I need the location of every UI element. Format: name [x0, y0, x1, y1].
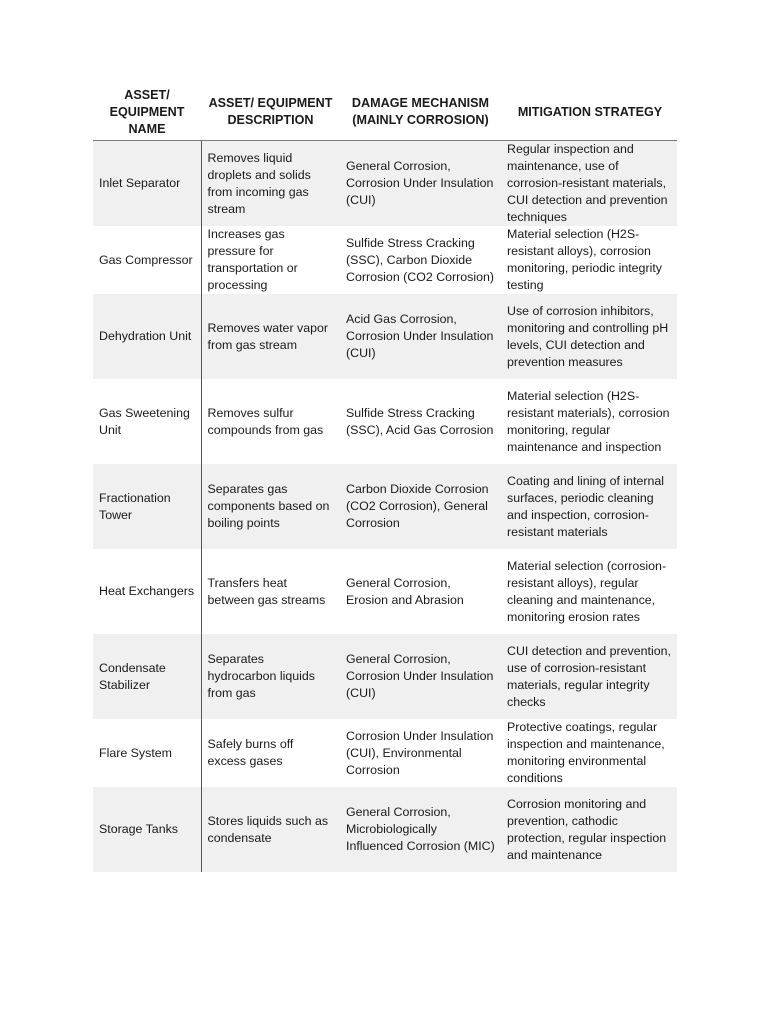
- asset-damage-mitigation-table: [93, 86, 677, 872]
- asset-name-cell: Gas Compressor: [93, 226, 201, 294]
- asset-description-cell: Transfers heat between gas streams: [207, 575, 326, 607]
- header-row: [93, 86, 677, 141]
- damage-mechanism-cell: Carbon Dioxide Corrosion (CO2 Corrosion), General Corrosion: [340, 464, 501, 549]
- damage-mechanism-cell: Corrosion Under Insulation (CUI), Environmental Corrosion: [346, 728, 494, 777]
- mitigation-strategy-cell: Corrosion monitoring and prevention, cathodic protection, regular inspection and maintenance: [501, 787, 677, 872]
- asset-name-cell: Gas Sweetening Unit: [93, 379, 201, 464]
- table-row: [93, 379, 677, 464]
- damage-mechanism-cell: Sulfide Stress Cracking (SSC), Carbon Dioxide Corrosion (CO2 Corrosion): [346, 235, 495, 284]
- asset-description-cell: Increases gas pressure for transportation or processing: [207, 227, 298, 292]
- mitigation-strategy-cell: CUI detection and prevention, use of corrosion-resistant materials, regular integrity checks: [501, 634, 677, 719]
- table-row: [93, 226, 677, 294]
- damage-mechanism-cell: General Corrosion, Corrosion Under Insulation (CUI): [340, 141, 501, 227]
- table-body: [93, 141, 677, 873]
- table-header: [93, 86, 677, 141]
- damage-mechanism-cell: Acid Gas Corrosion, Corrosion Under Insulation (CUI): [340, 294, 501, 379]
- mitigation-strategy-cell: Regular inspection and maintenance, use of corrosion-resistant materials, CUI detection and prevention techniques: [501, 141, 677, 227]
- table-row: [93, 719, 677, 787]
- asset-description-cell: Removes sulfur compounds from gas: [207, 405, 324, 437]
- asset-name-cell: Storage Tanks: [93, 787, 201, 872]
- asset-description-cell: Removes liquid droplets and solids from incoming gas stream: [201, 141, 340, 227]
- damage-mechanism-cell: Sulfide Stress Cracking (SSC), Acid Gas Corrosion: [346, 405, 494, 437]
- asset-name-cell: Fractionation Tower: [93, 464, 201, 549]
- mitigation-strategy-cell: Protective coatings, regular inspection and maintenance, monitoring environmental conditions: [507, 720, 665, 785]
- table-row: [93, 634, 677, 719]
- table-row: [93, 787, 677, 872]
- damage-mechanism-cell: General Corrosion, Microbiologically Influenced Corrosion (MIC): [340, 787, 501, 872]
- table-row: [93, 549, 677, 634]
- damage-mechanism-cell: General Corrosion, Corrosion Under Insulation (CUI): [340, 634, 501, 719]
- asset-name-cell: Condensate Stabilizer: [93, 634, 201, 719]
- asset-name-cell: Inlet Separator: [93, 141, 201, 227]
- table-row: [93, 294, 677, 379]
- asset-description-cell: Separates gas components based on boiling points: [201, 464, 340, 549]
- asset-name-cell: Flare System: [93, 719, 201, 787]
- table-row: [93, 141, 677, 227]
- mitigation-strategy-cell: Material selection (H2S-resistant materials), corrosion monitoring, regular maintenance and inspection: [507, 388, 670, 454]
- table-row: [93, 464, 677, 549]
- asset-description-cell: Removes water vapor from gas stream: [201, 294, 340, 379]
- mitigation-strategy-cell: Coating and lining of internal surfaces, periodic cleaning and inspection, corrosion-resistant materials: [501, 464, 677, 549]
- mitigation-strategy-cell: Material selection (H2S-resistant alloys), corrosion monitoring, periodic integrity testing: [507, 227, 662, 292]
- header-mitigation-strategy: MITIGATION STRATEGY: [501, 86, 677, 141]
- mitigation-strategy-cell: Material selection (corrosion-resistant alloys), regular cleaning and maintenance, monitoring erosion rates: [507, 558, 667, 624]
- header-damage-mechanism: DAMAGE MECHANISM (MAINLY CORROSION): [340, 86, 501, 141]
- asset-description-cell: Safely burns off excess gases: [207, 737, 294, 768]
- asset-description-cell: Separates hydrocarbon liquids from gas: [201, 634, 340, 719]
- asset-name-cell: Heat Exchangers: [93, 549, 201, 634]
- asset-description-cell: Stores liquids such as condensate: [201, 787, 340, 872]
- asset-name-cell: Dehydration Unit: [93, 294, 201, 379]
- damage-mechanism-cell: General Corrosion, Erosion and Abrasion: [346, 575, 464, 607]
- header-asset-description: ASSET/ EQUIPMENT DESCRIPTION: [201, 86, 340, 141]
- header-asset-name: ASSET/ EQUIPMENT NAME: [93, 86, 201, 141]
- mitigation-strategy-cell: Use of corrosion inhibitors, monitoring and controlling pH levels, CUI detection and prevention measures: [501, 294, 677, 379]
